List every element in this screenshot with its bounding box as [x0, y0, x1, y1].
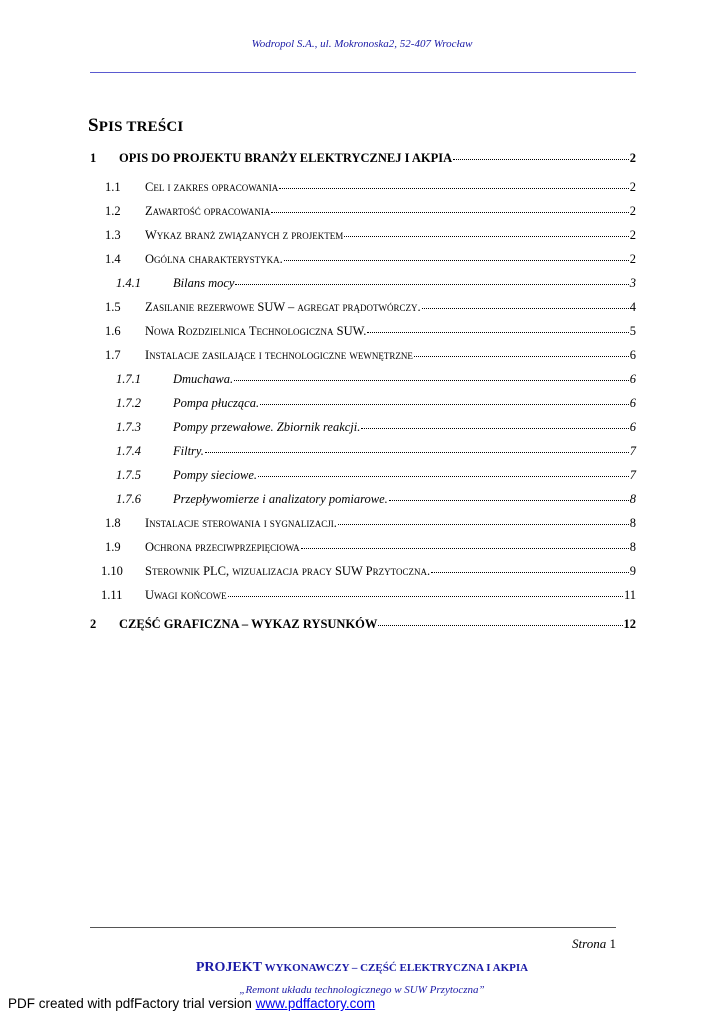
pdf-creator-banner	[8, 996, 375, 1011]
toc-leader-dots	[271, 212, 628, 213]
toc-entry-1-3[interactable]	[105, 228, 636, 243]
toc-entry-1-9[interactable]	[105, 540, 636, 555]
toc-entry-page: 6	[629, 396, 636, 410]
toc-entry-number: 1.7	[105, 348, 121, 362]
toc-entry-1-4[interactable]	[105, 252, 636, 267]
toc-leader-dots	[338, 524, 629, 525]
toc-entry-page: 6	[629, 372, 636, 386]
header-text: Wodropol S.A., ul. Mokronoska2, 52-407 Wrocław	[251, 38, 473, 50]
toc-entry-number: 1.9	[105, 540, 121, 554]
toc-entry-number: 2	[90, 617, 97, 631]
toc-entry-title: Nowa Rozdzielnica Technologiczna SUW.	[145, 324, 367, 338]
toc-entry-1-7-3[interactable]	[116, 420, 636, 435]
toc-leader-dots	[279, 188, 629, 189]
toc-entry-1-7-4[interactable]	[116, 444, 636, 459]
toc-leader-dots	[235, 284, 628, 285]
toc-entry-title: Pompa płucząca.	[173, 396, 260, 410]
toc-leader-dots	[389, 500, 629, 501]
toc-entry-page: 12	[623, 617, 636, 631]
toc-leader-dots	[234, 380, 629, 381]
toc-entry-page: 8	[629, 516, 636, 530]
toc-leader-dots	[260, 404, 629, 405]
toc-entry-page: 8	[629, 540, 636, 554]
toc-leader-dots	[284, 260, 629, 261]
toc-entry-number: 1.4.1	[116, 276, 141, 290]
toc-entry-1-6[interactable]	[105, 324, 636, 339]
toc-entry-1-4-1[interactable]	[116, 276, 636, 291]
toc-entry-page: 6	[629, 420, 636, 434]
toc-entry-title: Cel i zakres opracowania	[145, 180, 279, 194]
toc-entry-number: 1.2	[105, 204, 121, 218]
toc-entry-number: 1.7.2	[116, 396, 141, 410]
toc-title	[88, 115, 183, 137]
toc-entry-title: Pompy sieciowe.	[173, 468, 258, 482]
toc-entry-page: 3	[629, 276, 636, 290]
toc-entry-title: Uwagi końcowe	[145, 588, 227, 602]
toc-entry-page: 2	[629, 228, 636, 242]
toc-entry-title: Filtry.	[173, 444, 204, 458]
toc-entry-number: 1.7.3	[116, 420, 141, 434]
toc-entry-1-5[interactable]	[105, 300, 636, 315]
toc-entry-title: Bilans mocy	[173, 276, 235, 290]
toc-entry-title: Ogólna charakterystyka.	[145, 252, 283, 266]
pdffactory-link[interactable]: www.pdffactory.com	[255, 996, 376, 1011]
toc-leader-dots	[367, 332, 628, 333]
toc-entry-number: 1.3	[105, 228, 121, 242]
footer-project-title	[0, 960, 724, 976]
toc-entry-number: 1.8	[105, 516, 121, 530]
toc-entry-1-7-2[interactable]	[116, 396, 636, 411]
toc-entry-title: OPIS DO PROJEKTU BRANŻY ELEKTRYCZNEJ I AKPIA	[119, 151, 453, 165]
toc-entry-page: 2	[629, 204, 636, 218]
footer-divider	[90, 927, 616, 928]
toc-entry-page: 2	[629, 151, 636, 165]
toc-entry-title: Zawartość opracowania	[145, 204, 271, 218]
toc-entry-1-7-5[interactable]	[116, 468, 636, 483]
toc-entry-1-2[interactable]	[105, 204, 636, 219]
toc-entry-title: Sterownik PLC, wizualizacja pracy SUW Przytoczna.	[145, 564, 431, 578]
toc-leader-dots	[431, 572, 629, 573]
toc-leader-dots	[361, 428, 628, 429]
toc-leader-dots	[414, 356, 629, 357]
toc-entry-page: 5	[629, 324, 636, 338]
toc-entry-2[interactable]	[90, 617, 636, 632]
toc-entry-1-7-6[interactable]	[116, 492, 636, 507]
toc-entry-title: Zasilanie rezerwowe SUW – agregat prądotwórczy.	[145, 300, 421, 314]
toc-leader-dots	[205, 452, 629, 453]
toc-entry-1[interactable]	[90, 151, 636, 166]
toc-entry-page: 2	[629, 180, 636, 194]
toc-entry-number: 1.4	[105, 252, 121, 266]
toc-entry-1-10[interactable]	[101, 564, 636, 579]
toc-entry-1-11[interactable]	[101, 588, 636, 603]
toc-entry-1-7[interactable]	[105, 348, 636, 363]
toc-entry-title: Dmuchawa.	[173, 372, 234, 386]
toc-entry-title: Instalacje sterowania i sygnalizacji.	[145, 516, 337, 530]
footer-project-word: PROJEKT	[195, 960, 262, 975]
banner-text: PDF created with pdfFactory trial version	[8, 996, 256, 1011]
toc-leader-dots	[301, 548, 629, 549]
toc-leader-dots	[453, 159, 629, 160]
toc-entry-title: Instalacje zasilające i technologiczne wewnętrzne	[145, 348, 413, 362]
toc-entry-1-7-1[interactable]	[116, 372, 636, 387]
toc-entry-page: 7	[629, 444, 636, 458]
toc-entry-page: 4	[629, 300, 636, 314]
toc-entry-page: 8	[629, 492, 636, 506]
toc-entry-1-1[interactable]	[105, 180, 636, 195]
toc-entry-page: 6	[629, 348, 636, 362]
toc-entry-number: 1.7.6	[116, 492, 141, 506]
toc-entry-number: 1	[90, 151, 97, 165]
toc-entry-title: Przepływomierze i analizatory pomiarowe.	[173, 492, 388, 506]
toc-entry-number: 1.6	[105, 324, 121, 338]
page-number-value: 1	[609, 936, 616, 951]
page-number-label: Strona	[572, 936, 607, 951]
footer-project-rest: WYKONAWCZY – CZĘŚĆ ELEKTRYCZNA I AKPIA	[264, 962, 529, 974]
toc-leader-dots	[344, 236, 628, 237]
page-number	[572, 936, 616, 952]
toc-entry-number: 1.11	[101, 588, 123, 602]
toc-entry-title: Wykaz branż związanych z projektem	[145, 228, 344, 242]
toc-entry-number: 1.5	[105, 300, 121, 314]
toc-entry-page: 7	[629, 468, 636, 482]
toc-entry-title: Ochrona przeciwprzepięciowa	[145, 540, 300, 554]
toc-leader-dots	[378, 625, 622, 626]
toc-entry-number: 1.7.4	[116, 444, 141, 458]
toc-entry-page: 2	[629, 252, 636, 266]
toc-leader-dots	[422, 308, 629, 309]
toc-entry-number: 1.7.1	[116, 372, 141, 386]
toc-entry-number: 1.10	[101, 564, 123, 578]
toc-entry-title: CZĘŚĆ GRAFICZNA – WYKAZ RYSUNKÓW	[119, 617, 378, 631]
toc-entry-number: 1.1	[105, 180, 121, 194]
toc-leader-dots	[258, 476, 629, 477]
toc-entry-page: 9	[629, 564, 636, 578]
toc-entry-1-8[interactable]	[105, 516, 636, 531]
footer-subtitle: „Remont układu technologicznego w SUW Przytoczna”	[239, 984, 485, 996]
toc-entry-title: Pompy przewałowe. Zbiornik reakcji.	[173, 420, 361, 434]
header-divider	[90, 72, 636, 73]
toc-entry-page: 11	[623, 588, 636, 602]
toc-leader-dots	[228, 596, 623, 597]
toc-title-initial: S	[88, 115, 99, 136]
toc-entry-number: 1.7.5	[116, 468, 141, 482]
toc-title-rest: PIS TREŚCI	[98, 119, 184, 135]
